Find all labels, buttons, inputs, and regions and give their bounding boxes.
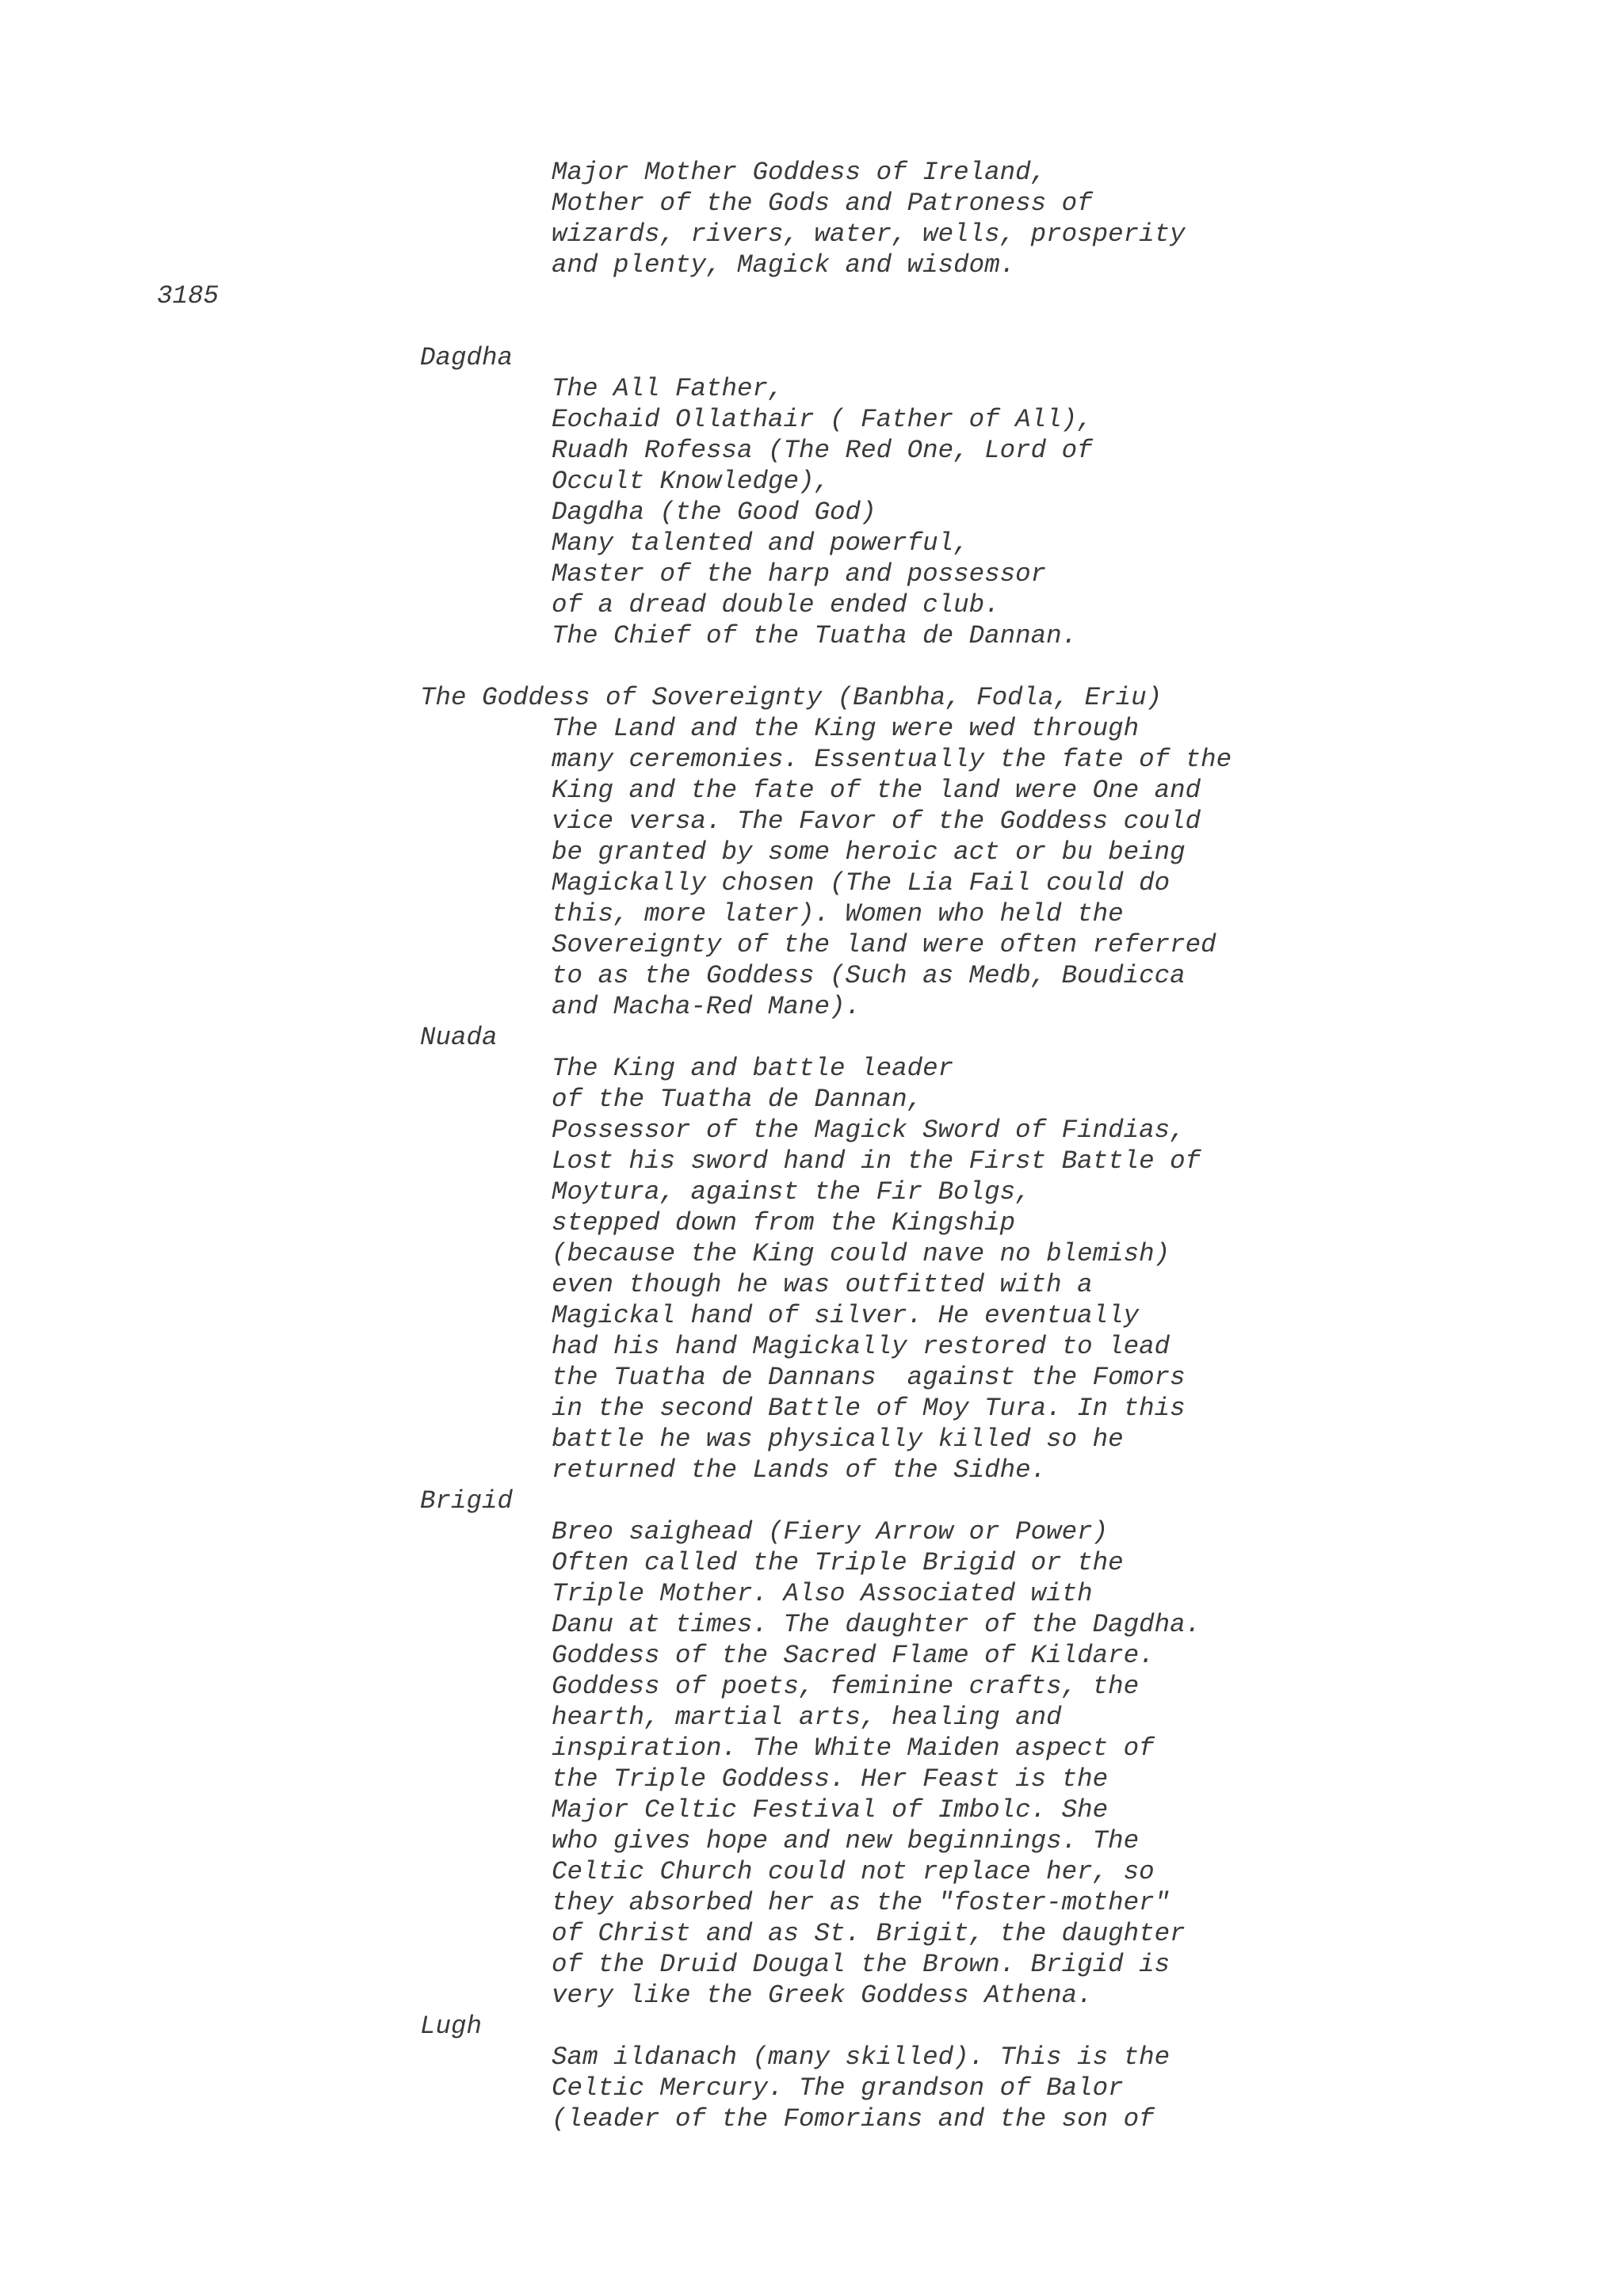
text-line: even though he was outfitted with a	[552, 1270, 1093, 1299]
text-line: Master of the harp and possessor	[552, 559, 1047, 589]
text-line: Triple Mother. Also Associated with	[552, 1579, 1093, 1608]
text-line: Dagdha (the Good God)	[552, 498, 876, 527]
text-line: stepped down from the Kingship	[552, 1208, 1016, 1238]
section-heading-lugh: Lugh	[420, 2012, 483, 2041]
text-line: they absorbed her as the "foster-mother"	[552, 1888, 1170, 1917]
text-line: Magickal hand of silver. He eventually	[552, 1301, 1140, 1330]
text-line: many ceremonies. Essentually the fate of the	[552, 745, 1232, 774]
text-line: Major Mother Goddess of Ireland,	[552, 158, 1047, 187]
text-line: King and the fate of the land were One and	[552, 776, 1201, 805]
text-line: inspiration. The White Maiden aspect of	[552, 1733, 1155, 1763]
text-line: hearth, martial arts, healing and	[552, 1703, 1062, 1732]
text-line: (leader of the Fomorians and the son of	[552, 2104, 1155, 2134]
text-line: (because the King could nave no blemish)	[552, 1239, 1170, 1268]
text-line: the Tuatha de Dannans against the Fomors	[552, 1363, 1186, 1392]
section-heading-sovereignty: The Goddess of Sovereignty (Banbha, Fodla, Eriu)	[420, 683, 1163, 712]
text-line: The All Father,	[552, 374, 784, 403]
text-line: of Christ and as St. Brigit, the daughter	[552, 1919, 1186, 1948]
text-line: this, more later). Women who held the	[552, 899, 1124, 929]
text-line: Sam ildanach (many skilled). This is the	[552, 2042, 1170, 2072]
page-number: 3185	[157, 281, 220, 311]
section-heading-dagdha: Dagdha	[420, 343, 514, 372]
text-line: of the Tuatha de Dannan,	[552, 1085, 923, 1114]
text-line: returned the Lands of the Sidhe.	[552, 1455, 1047, 1485]
text-line: Possessor of the Magick Sword of Findias,	[552, 1116, 1186, 1145]
text-line: Often called the Triple Brigid or the	[552, 1548, 1124, 1577]
text-line: to as the Goddess (Such as Medb, Boudicca	[552, 961, 1186, 990]
text-line: of a dread double ended club.	[552, 590, 1000, 620]
text-line: very like the Greek Goddess Athena.	[552, 1981, 1093, 2010]
section-heading-nuada: Nuada	[420, 1023, 498, 1052]
text-line: Magickally chosen (The Lia Fail could do	[552, 868, 1170, 898]
text-line: in the second Battle of Moy Tura. In this	[552, 1394, 1186, 1423]
text-line: battle he was physically killed so he	[552, 1425, 1124, 1454]
section-heading-brigid: Brigid	[420, 1486, 514, 1516]
text-line: and plenty, Magick and wisdom.	[552, 250, 1016, 280]
text-line: Mother of the Gods and Patroness of	[552, 189, 1093, 218]
text-line: Sovereignty of the land were often referred	[552, 930, 1216, 959]
text-line: Celtic Mercury. The grandson of Balor	[552, 2073, 1124, 2103]
text-line: Many talented and powerful,	[552, 528, 969, 558]
text-line: Occult Knowledge),	[552, 467, 831, 496]
text-line: Breo saighead (Fiery Arrow or Power)	[552, 1517, 1109, 1547]
text-line: and Macha-Red Mane).	[552, 992, 861, 1021]
text-line: The Land and the King were wed through	[552, 714, 1140, 743]
text-line: The Chief of the Tuatha de Dannan.	[552, 621, 1078, 650]
text-line: had his hand Magickally restored to lead	[552, 1332, 1170, 1361]
text-line: Goddess of poets, feminine crafts, the	[552, 1672, 1140, 1701]
text-line: be granted by some heroic act or bu being	[552, 837, 1186, 867]
text-line: Moytura, against the Fir Bolgs,	[552, 1177, 1031, 1207]
text-line: Lost his sword hand in the First Battle of	[552, 1146, 1201, 1176]
text-line: Eochaid Ollathair ( Father of All),	[552, 405, 1093, 434]
text-line: Major Celtic Festival of Imbolc. She	[552, 1795, 1109, 1825]
text-line: the Triple Goddess. Her Feast is the	[552, 1764, 1109, 1794]
text-line: Ruadh Rofessa (The Red One, Lord of	[552, 436, 1093, 465]
text-line: wizards, rivers, water, wells, prosperity	[552, 219, 1186, 249]
text-line: vice versa. The Favor of the Goddess could	[552, 807, 1201, 836]
text-line: Celtic Church could not replace her, so	[552, 1857, 1155, 1886]
text-line: Goddess of the Sacred Flame of Kildare.	[552, 1641, 1155, 1670]
text-line: The King and battle leader	[552, 1054, 954, 1083]
text-line: Danu at times. The daughter of the Dagdha.	[552, 1610, 1201, 1639]
text-line: who gives hope and new beginnings. The	[552, 1826, 1140, 1855]
text-line: of the Druid Dougal the Brown. Brigid is	[552, 1950, 1170, 1979]
